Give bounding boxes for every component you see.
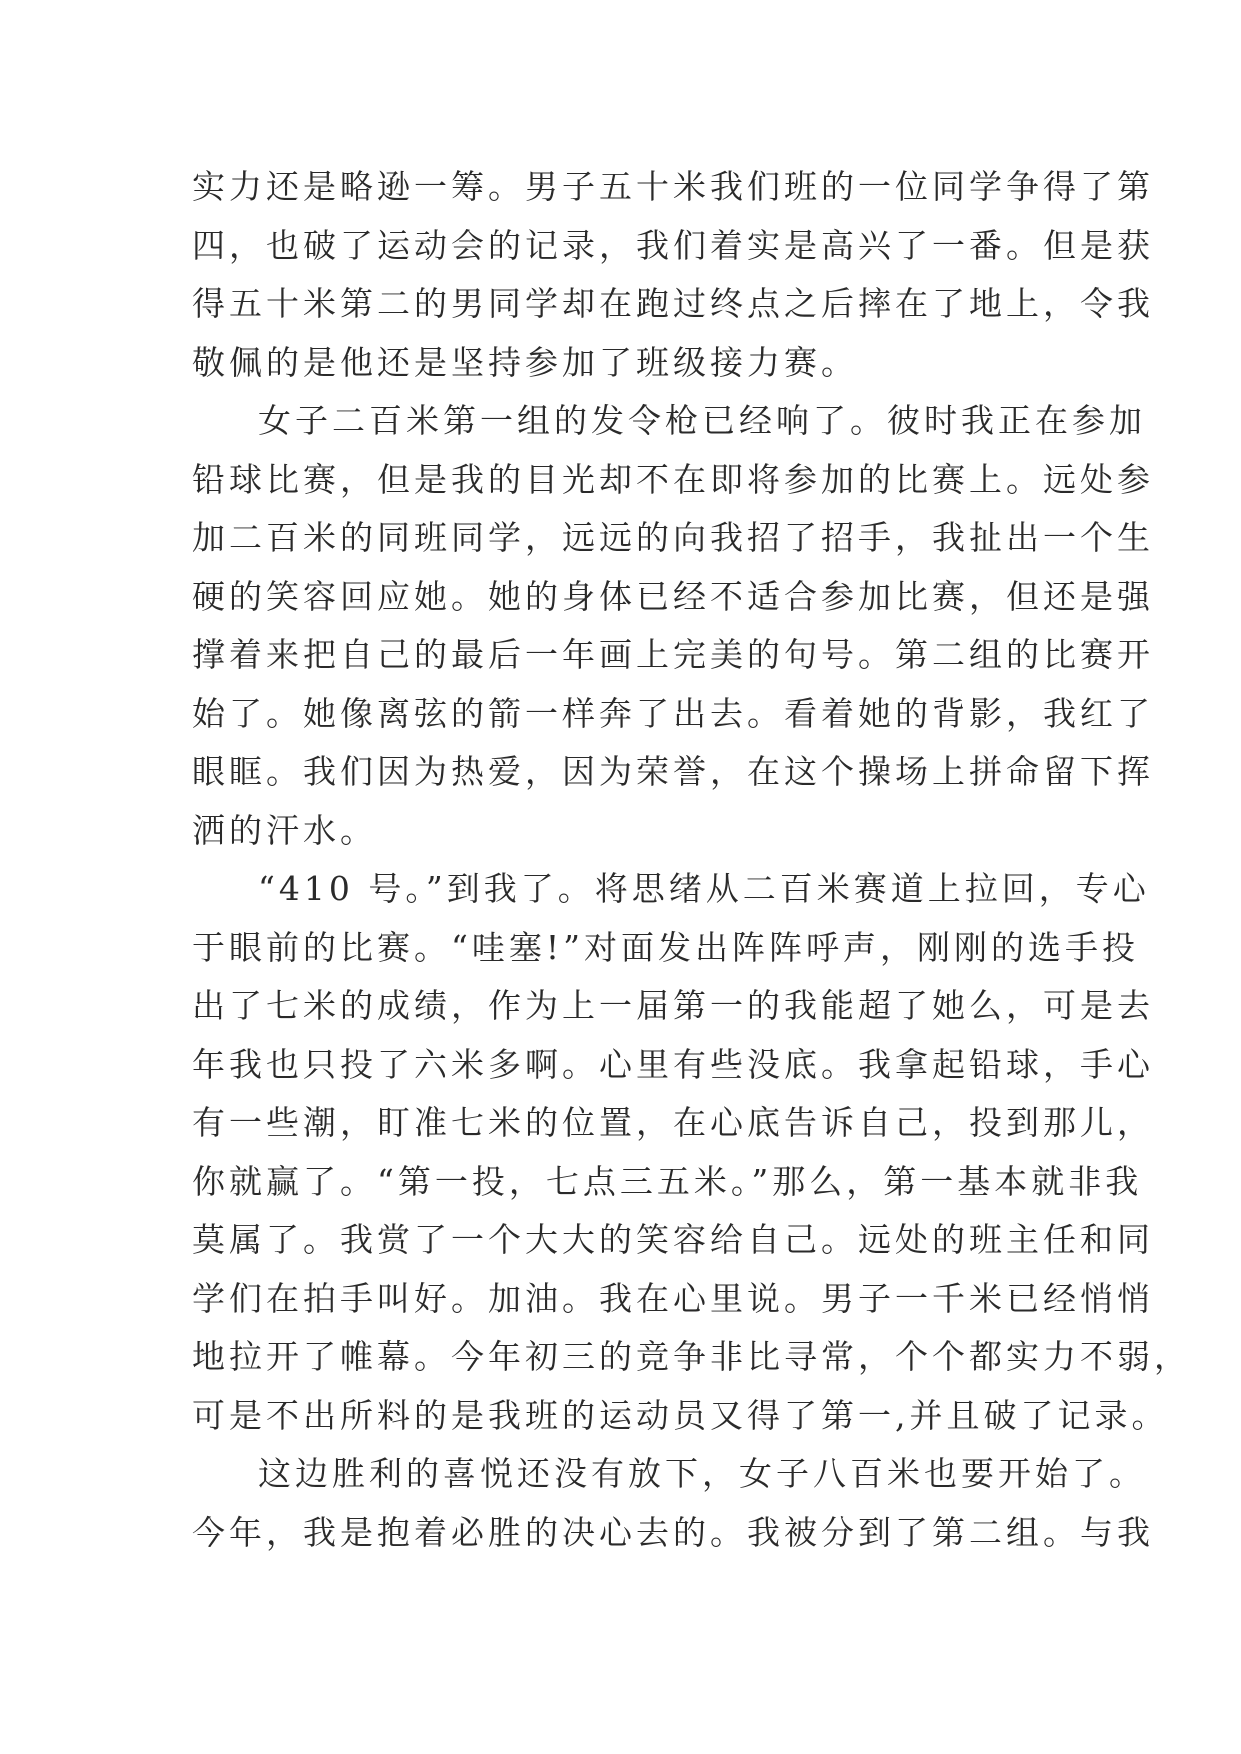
text-line: 实力还是略逊一筹。男子五十米我们班的一位同学争得了第 (192, 167, 1154, 206)
text-line: 硬的笑容回应她。她的身体已经不适合参加比赛，但还是强 (192, 576, 1154, 616)
text-line: 铅球比赛，但是我的目光却不在即将参加的比赛上。远处参 (192, 459, 1154, 499)
text-line: 可是不出所料的是我班的运动员又得了第一,并且破了记录。 (192, 1395, 1169, 1435)
text-line: 敬佩的是他还是坚持参加了班级接力赛。 (192, 342, 858, 382)
text-line: 于眼前的比赛。“哇塞!”对面发出阵阵呼声，刚刚的选手投 (192, 927, 1140, 967)
text-line: 四，也破了运动会的记录，我们着实是高兴了一番。但是获 (192, 225, 1154, 265)
text-line: 加二百米的同班同学，远远的向我招了招手，我扯出一个生 (192, 518, 1154, 557)
paragraph-start-line: 女子二百米第一组的发令枪已经响了。彼时我正在参加 (258, 401, 1146, 440)
text-line: 地拉开了帷幕。今年初三的竞争非比寻常，个个都实力不弱， (192, 1337, 1191, 1376)
text-line: 学们在拍手叫好。加油。我在心里说。男子一千米已经悄悄 (192, 1278, 1154, 1318)
text-line: 年我也只投了六米多啊。心里有些没底。我拿起铅球，手心 (192, 1044, 1154, 1084)
text-line: 始了。她像离弦的箭一样奔了出去。看着她的背影，我红了 (192, 693, 1154, 733)
text-line: 洒的汗水。 (192, 810, 377, 850)
text-line: 今年，我是抱着必胜的决心去的。我被分到了第二组。与我 (192, 1512, 1154, 1552)
paragraph-start-line: “410 号。”到我了。将思绪从二百米赛道上拉回，专心 (258, 869, 1150, 908)
text-line: 你就赢了。“第一投，七点三五米。”那么，第一基本就非我 (192, 1161, 1143, 1201)
text-line: 撑着来把自己的最后一年画上完美的句号。第二组的比赛开 (192, 635, 1154, 674)
text-line: 莫属了。我赏了一个大大的笑容给自己。远处的班主任和同 (192, 1220, 1154, 1259)
text-line: 眼眶。我们因为热爱，因为荣誉，在这个操场上拼命留下挥 (192, 752, 1154, 791)
text-line: 出了七米的成绩，作为上一届第一的我能超了她么，可是去 (192, 986, 1154, 1025)
paragraph-start-line: 这边胜利的喜悦还没有放下，女子八百米也要开始了。 (258, 1454, 1146, 1493)
text-line: 得五十米第二的男同学却在跑过终点之后摔在了地上，令我 (192, 284, 1154, 323)
text-line: 有一些潮，盯准七米的位置，在心底告诉自己，投到那儿， (192, 1103, 1154, 1142)
body-text (192, 158, 1191, 1562)
